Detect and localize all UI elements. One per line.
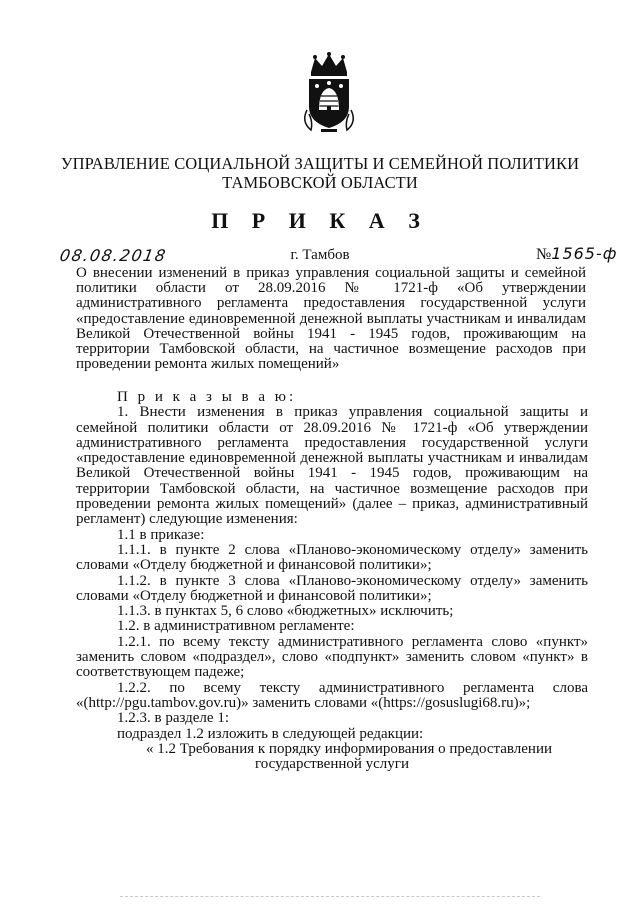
document-title: П Р И К А З [211, 208, 429, 233]
paragraph-1: 1. Внести изменения в приказ управления социальной защиты и семейной политики области от 28.09.2016 № 1721-ф «Об утверждении административного регламента предоставления государственной услуги «предоставление единовременной денежной выплаты участникам и инвалидам Великой Отечественной войны 1941 - 1945 годов, проживающим на территории Тамбовской области, на частичное возмещение расходов при проведении ремонта жилых помещений» (далее – приказ, административный регламент) следующие изменения: [76, 404, 588, 528]
paragraph-1-1-3: 1.1.3. в пунктах 5, 6 слово «бюджетных» исключить; [117, 603, 454, 620]
document-city: г. Тамбов [290, 247, 350, 263]
number-value: 1565-ф [551, 244, 618, 263]
order-word: П р и к а з ы в а ю: [117, 389, 297, 405]
page-bottom-divider [120, 896, 540, 897]
paragraph-1-1-2: 1.1.2. в пункте 3 слова «Планово-экономическому отделу» заменить словами «Отделу бюджетной и финансовой политики»; [76, 572, 588, 604]
quote-heading-line2: государственной услуги [255, 756, 409, 773]
paragraph-1-2-2: 1.2.2. по всему тексту административного регламента слова «(http://pgu.tambov.gov.ru)» заменить словами «(https://gosuslugi68.ru)»; [76, 679, 588, 711]
coat-of-arms-icon [299, 52, 359, 134]
organization-name: УПРАВЛЕНИЕ СОЦИАЛЬНОЙ ЗАЩИТЫ И СЕМЕЙНОЙ ПОЛИТИКИ [60, 154, 580, 173]
paragraph-1-2: 1.2. в административном регламенте: [117, 618, 355, 635]
paragraph-1-2-1: 1.2.1. по всему тексту административного регламента слово «пункт» заменить словом «подраздел», слово «подпункт» заменить словом «пункт» в соответствующем падеже; [76, 633, 588, 681]
quote-heading-line1: « 1.2 Требования к порядку информирования о предоставлении [146, 740, 553, 757]
document-number [536, 244, 617, 264]
paragraph-1-1-1: 1.1.1. в пункте 2 слова «Планово-экономическому отделу» заменить словами «Отделу бюджетной и финансовой политики»; [76, 541, 588, 574]
paragraph-1-2-3: 1.2.3. в разделе 1: [117, 710, 229, 727]
paragraph-subsection: подраздел 1.2 изложить в следующей редакции: [117, 725, 424, 742]
document-date: 08.08.2018 [58, 246, 169, 265]
organization-region: ТАМБОВСКОЙ ОБЛАСТИ [222, 173, 418, 192]
document-subject: О внесении изменений в приказ управления социальной защиты и семейной политики области от 28.09.2016 № 1721-ф «Об утверждении административного регламента предоставления государственной услуги «предоставление единовременной денежной выплаты участникам и инвалидам Великой Отечественной войны 1941 - 1945 годов, проживающим на территории Тамбовской области, на частичное возмещение расходов при проведении ремонта жилых помещений» [76, 265, 586, 373]
document-body [76, 390, 588, 772]
paragraph-1-1: 1.1 в приказе: [117, 526, 205, 543]
number-sign: № [536, 246, 552, 263]
